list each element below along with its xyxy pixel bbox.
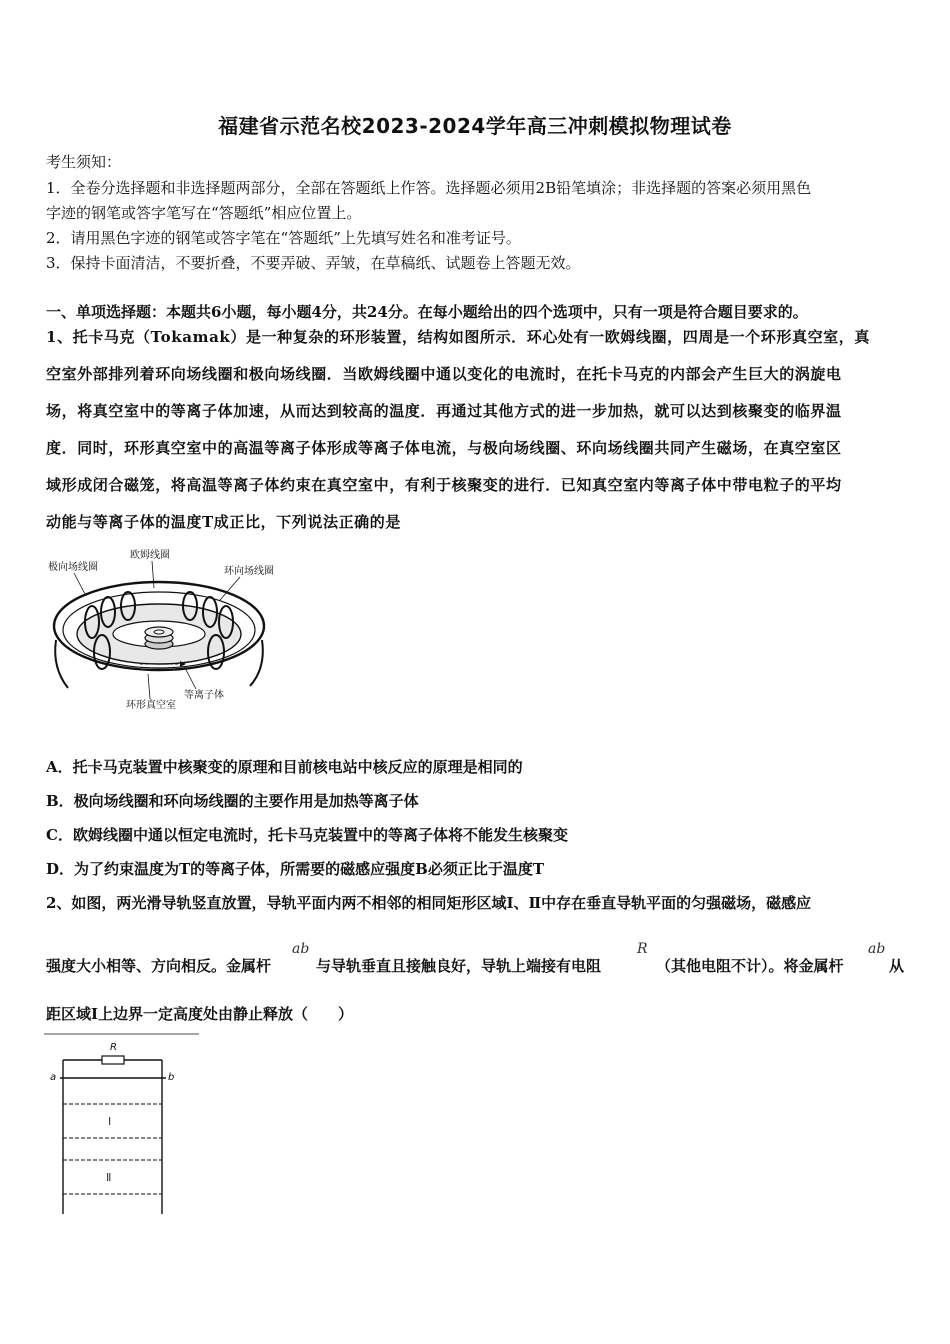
notice-line-3: 2．请用黑色字迹的钢笔或答字笔在“答题纸”上先填写姓名和准考证号。: [46, 229, 521, 247]
tokamak-figure: [44, 548, 284, 713]
label-vacuum-chamber: 环形真空室: [126, 700, 176, 711]
label-resistor-R: R: [110, 1042, 117, 1053]
q2-text-line-1: 2、如图，两光滑导轨竖直放置，导轨平面内两不相邻的相同矩形区域Ⅰ、Ⅱ中存在垂直导轨平面的匀强磁场，磁感应: [46, 894, 812, 912]
section-heading: 一、单项选择题：本题共6小题，每小题4分，共24分。在每小题给出的四个选项中，只有一项是符合题目要求的。: [46, 303, 808, 321]
q2-text-line-2c: （其他电阻不计）。将金属杆: [656, 957, 844, 975]
q1-option-b[interactable]: B．极向场线圈和环向场线圈的主要作用是加热等离子体: [46, 792, 419, 810]
notice-heading: 考生须知：: [46, 153, 122, 171]
label-plasma: 等离子体: [184, 690, 224, 701]
q2-text-line-2d: 从: [889, 957, 905, 975]
label-b: b: [168, 1072, 175, 1083]
q1-option-a[interactable]: A．托卡马克装置中核聚变的原理和目前核电站中核反应的原理是相同的: [46, 758, 523, 776]
q1-option-d[interactable]: D．为了约束温度为T的等离子体，所需要的磁感应强度B必须正比于温度T: [46, 860, 545, 878]
symbol-R: R: [637, 941, 648, 957]
notice-line-2: 字迹的钢笔或答字笔写在“答题纸”相应位置上。: [46, 204, 362, 222]
q1-text-line-5: 域形成闭合磁笼，将高温等离子体约束在真空室中，有利于核聚变的进行．已知真空室内等离子体中带电粒子的平均: [46, 476, 842, 494]
q2-text-line-2a: 强度大小相等、方向相反。金属杆: [46, 957, 272, 975]
label-ohmic-coil: 欧姆线圈: [130, 550, 170, 561]
q1-text-line-2: 空室外部排列着环向场线圈和极向场线圈．当欧姆线圈中通以变化的电流时，在托卡马克的内部会产生巨大的涡旋电: [46, 365, 842, 383]
q1-text-line-3: 场，将真空室中的等离子体加速，从而达到较高的温度．再通过其他方式的进一步加热，就可以达到核聚变的临界温: [46, 402, 842, 420]
label-region-2: Ⅱ: [106, 1171, 112, 1184]
label-poloidal-coil: 极向场线圈: [48, 562, 98, 573]
notice-line-4: 3．保持卡面清洁，不要折叠，不要弄破、弄皱，在草稿纸、试题卷上答题无效。: [46, 254, 581, 272]
page-title: 福建省示范名校2023-2024学年高三冲刺模拟物理试卷: [218, 114, 732, 138]
q1-option-c[interactable]: C．欧姆线圈中通以恒定电流时，托卡马克装置中的等离子体将不能发生核聚变: [46, 826, 568, 844]
q1-text-line-1: 1、托卡马克（Tokamak）是一种复杂的环形装置，结构如图所示．环心处有一欧姆线圈，四周是一个环形真空室，真: [46, 328, 870, 346]
label-region-1: Ⅰ: [108, 1115, 112, 1128]
symbol-ab-2: ab: [868, 941, 886, 957]
q1-text-line-4: 度．同时，环形真空室中的高温等离子体形成等离子体电流，与极向场线圈、环向场线圈共同产生磁场，在真空室区: [46, 439, 842, 457]
notice-line-1: 1．全卷分选择题和非选择题两部分，全部在答题纸上作答。选择题必须用2B铅笔填涂；非选择题的答案必须用黑色: [46, 179, 812, 197]
symbol-ab-1: ab: [292, 941, 310, 957]
rails-figure: [44, 1032, 204, 1222]
label-toroidal-coil: 环向场线圈: [224, 566, 274, 577]
q2-text-line-2b: 与导轨垂直且接触良好，导轨上端接有电阻: [316, 957, 602, 975]
q1-text-line-6: 动能与等离子体的温度T成正比，下列说法正确的是: [46, 513, 401, 531]
label-a: a: [50, 1072, 57, 1083]
q2-text-line-3: 距区域Ⅰ上边界一定高度处由静止释放（ ）: [46, 1005, 354, 1023]
